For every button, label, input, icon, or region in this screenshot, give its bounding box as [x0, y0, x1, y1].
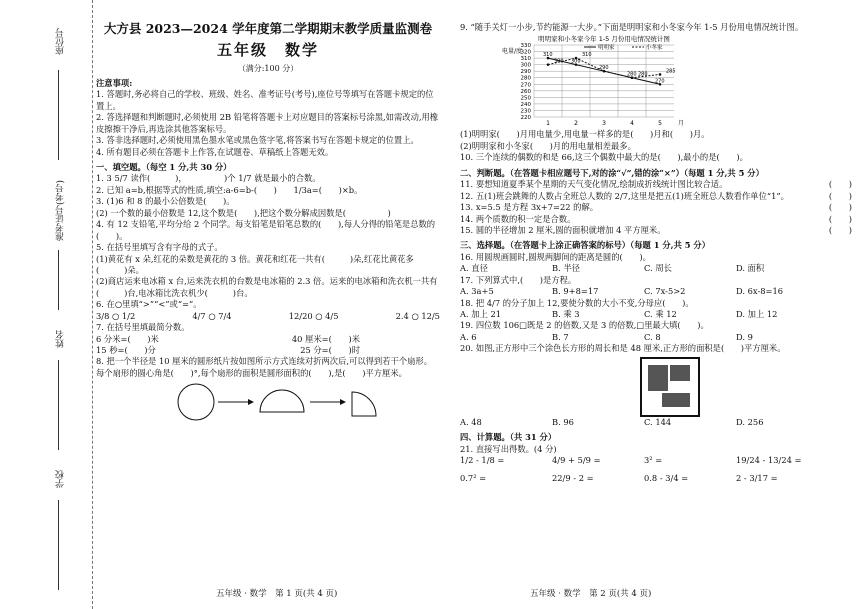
question-8: 8. 把一个半径是 10 厘米的圆形纸片按如图所示方式连续对折两次后,可以得到若干个扇形。每个扇形的圆心角是( )°,每个扇形的面积是圆形面积的( ),是( )平方厘米。 [96, 356, 433, 378]
option: C. 8 [644, 331, 661, 342]
y-tick-label: 300 [520, 63, 531, 70]
page-2 [460, 0, 852, 609]
data-label: 285 [666, 68, 676, 75]
y-tick-label: 330 [520, 43, 531, 50]
electricity-line-chart [500, 33, 720, 129]
option: B. 96 [552, 416, 574, 427]
school-blank [58, 500, 59, 590]
data-label: 310 [543, 52, 553, 59]
data-label: 280 [638, 72, 648, 79]
x-axis-label: 月 [678, 120, 685, 128]
calc-item: 2 - 3/17 = [736, 472, 778, 483]
calc-item: 4/9 + 5/9 = [552, 455, 601, 466]
page-footer: 五年级 · 数学 第 1 页(共 4 页) [216, 589, 338, 600]
question-11-text: 11. 要想知道夏季某个星期的天气变化情况,绘制成折线统计图比较合适。 [460, 179, 728, 190]
x-tick-label: 2 [574, 120, 578, 128]
option: A. 6 [460, 331, 477, 342]
answer-paren: ( ) [828, 190, 852, 201]
unit-item: 15 秒=( )分 [96, 345, 156, 356]
question-15-text: 15. 圆的半径增加 2 厘米,圆的面积就增加 4 平方厘米。 [460, 224, 666, 235]
options-16 [460, 263, 852, 274]
option: B. 9+8=17 [552, 286, 599, 297]
question-20: 20. 如图,正方形中三个涂色长方形的周长和是 48 厘米,正方形的面积是( )平方厘米。 [460, 343, 786, 354]
question-21: 21. 直接写出得数。(4 分) [460, 443, 557, 454]
shaded-rectangle [648, 365, 668, 391]
unit-item: 40 厘米=( )米 [291, 333, 360, 344]
question-9: 9. “随手关灯一小步,节约能源一大步。”下面是明明家和小冬家今年 1-5 月份用电情况统计图。 [460, 22, 804, 32]
options-20 [460, 417, 852, 428]
y-tick-label: 240 [520, 102, 531, 109]
question-13 [460, 202, 852, 213]
seat-blank [58, 70, 59, 160]
question-16: 16. 用圆规画圆时,圆规两脚间的距离是圆的( )。 [460, 251, 651, 262]
data-label: 270 [655, 78, 665, 85]
shaded-rectangle [662, 393, 690, 407]
compare-item: 4/7 ○ 7/4 [192, 310, 232, 321]
page-1 [96, 0, 440, 609]
x-tick-label: 1 [546, 120, 550, 128]
exam-subtitle: 五年级 数学 [216, 41, 319, 60]
question-3b: (2) 一个数的最小倍数是 12,这个数是( ),把这个数分解成因数是( ) [96, 207, 391, 218]
question-15 [460, 225, 852, 236]
name-field-label: 姓名 [56, 330, 66, 348]
options-19 [460, 332, 852, 343]
option: A. 直径 [460, 263, 488, 274]
option: C. 7x-5>2 [644, 286, 686, 297]
data-point [547, 64, 550, 67]
question-19: 19. 四位数 106□既是 2 的倍数,又是 3 的倍数,□里最大填( )。 [460, 320, 709, 331]
option: D. 加上 12 [736, 309, 778, 319]
note-item: 4. 所有题目必须在答题卡上作答,在试题卷、草稿纸上答题无效。 [96, 146, 334, 157]
option: B. 7 [552, 331, 569, 342]
section-fill-blank: 一、填空题。（每空 1 分,共 30 分） [96, 162, 232, 173]
data-point [659, 74, 662, 77]
question-18: 18. 把 4/7 的分子加上 12,要使分数的大小不变,分母应( )。 [460, 297, 694, 308]
option: D. 面积 [736, 263, 765, 274]
calc-row [460, 473, 852, 484]
data-label: 280 [627, 72, 637, 79]
name-blank [58, 360, 59, 450]
question-11 [460, 179, 852, 190]
question-9b: (2)明明家和小冬家( )月的用电量相差最多。 [460, 140, 636, 151]
option: C. 周长 [644, 263, 672, 274]
options-18 [460, 309, 852, 320]
question-6: 6. 在○里填“>”“<”或“=”。 [96, 299, 202, 310]
exam-no-field-label: 准考证号(考号) [56, 180, 66, 242]
y-tick-label: 280 [520, 76, 531, 83]
folding-figure [156, 382, 440, 422]
section-choice: 三、选择题。（在答题卡上涂正确答案的标号）（每题 1 分,共 5 分） [460, 240, 711, 251]
calc-item: 3² = [644, 455, 663, 466]
x-tick-label: 3 [602, 120, 606, 128]
option: A. 48 [460, 416, 482, 427]
calc-item: 0.7² = [460, 472, 487, 483]
question-5: 5. 在括号里填写含有字母的式子。 [96, 242, 223, 253]
question-10: 10. 三个连续的偶数的和是 66,这三个偶数中最大的是( ),最小的是( )。 [460, 152, 748, 163]
answer-paren: ( ) [828, 179, 852, 190]
legend-label: 明明家 [598, 45, 615, 52]
note-item: 3. 答非选择题时,必须使用黑色墨水笔或黑色签字笔,将答案书写在答题卡规定的位置上。 [96, 135, 419, 146]
question-14-text: 14. 两个质数的积一定是合数。 [460, 213, 576, 224]
y-tick-label: 260 [520, 89, 531, 96]
question-12 [460, 191, 852, 202]
option: B. 半径 [552, 263, 580, 274]
unit-row [96, 345, 440, 356]
unit-item: 25 分=( )时 [300, 345, 360, 356]
question-5a: (1)黄花有 x 朵,红花的朵数是黄花的 3 倍。黄花和红花一共有( )朵,红花比黄花多( )朵。 [96, 253, 414, 275]
question-1: 1. 3 5/7 读作( )， )个 1/7 就是最小的合数。 [96, 173, 321, 184]
compare-row [96, 311, 440, 322]
x-tick-label: 4 [630, 120, 634, 128]
y-axis-label: 电量/度 [502, 48, 523, 56]
answer-paren: ( ) [828, 213, 852, 224]
y-tick-label: 220 [520, 115, 531, 122]
data-label: 310 [582, 52, 592, 59]
seat-field-label: 座位号 [56, 28, 66, 55]
square-figure [640, 357, 700, 417]
calc-item: 1/2 - 1/8 = [460, 455, 505, 466]
notes-heading: 注意事项: [96, 77, 133, 88]
x-tick-label: 5 [658, 120, 662, 128]
question-4: 4. 有 12 支铅笔,平均分给 2 个同学。每支铅笔是铅笔总数的( ),每人分得的铅笔是总数的( )。 [96, 219, 436, 241]
binding-strip [0, 0, 93, 609]
data-label: 300 [571, 59, 581, 66]
option: D. 256 [736, 416, 764, 427]
section-judge: 二、判断题。（在答题卡相应题号下,对的涂“√”,错的涂“×”）（每题 1 分,共 5 分） [460, 167, 764, 178]
question-9a: (1)明明家( )月用电量少,用电量一样多的是( )月和( )月。 [460, 129, 710, 140]
option: C. 144 [644, 416, 672, 427]
y-tick-label: 230 [520, 108, 531, 115]
question-2: 2. 已知 a=b,根据等式的性质,填空:a-6=b-( ) 1/3a=( )×b。 [96, 184, 363, 195]
question-14 [460, 214, 852, 225]
y-tick-label: 320 [520, 49, 531, 56]
answer-paren: ( ) [828, 202, 852, 213]
page-footer: 五年级 · 数学 第 2 页(共 4 页) [530, 589, 652, 600]
option: D. 9 [736, 331, 753, 342]
calc-row [460, 455, 852, 466]
calc-item: 0.8 - 3/4 = [644, 472, 689, 483]
y-tick-label: 250 [520, 95, 531, 102]
compare-item: 3/8 ○ 1/2 [96, 310, 136, 321]
unit-item: 6 分米=( )米 [96, 333, 159, 344]
full-score: （满分:100 分） [237, 63, 299, 73]
options-17 [460, 286, 852, 297]
question-5b: (2)商店运来电冰箱 x 台,运来洗衣机的台数是电冰箱的 2.3 倍。运来的电冰箱和洗衣机一共有( )台,电冰箱比洗衣机少( )台。 [96, 276, 438, 298]
data-label: 290 [599, 65, 609, 72]
data-label: 300 [554, 59, 564, 66]
question-17: 17. 下列算式中,( )是方程。 [460, 274, 577, 285]
exam-no-blank [58, 250, 59, 310]
question-7: 7. 在括号里填最简分数。 [96, 322, 190, 333]
shaded-rectangle [670, 365, 690, 381]
y-tick-label: 310 [520, 56, 531, 63]
option: A. 加上 21 [460, 309, 502, 319]
note-item: 2. 答选择题和判断题时,必须使用 2B 铅笔将答题卡上对应题目的答案标号涂黑,如需改动,用橡皮擦擦干净后,再选涂其他答案标号。 [96, 112, 439, 134]
option: A. 3a+5 [460, 286, 494, 297]
section-calc: 四、计算题。（共 31 分） [460, 432, 557, 443]
question-12-text: 12. 五(1)班会跳舞的人数占全班总人数的 2/7,这里是把五(1)班全班总人数看作单位“1”。 [460, 190, 789, 201]
option: C. 乘 12 [644, 309, 677, 319]
note-item: 1. 答题时,务必将自己的学校、班级、姓名、准考证号(考号),座位号等填写在答题卡规定的位置上。 [96, 89, 434, 111]
chart-svg [500, 33, 720, 129]
unit-row [96, 334, 440, 345]
circle-fold-diagram [156, 382, 406, 422]
compare-item: 2.4 ○ 12/5 [395, 310, 440, 321]
chart-title: 明明家和小冬家今年 1-5 月份用电情况统计图 [538, 35, 670, 44]
y-tick-label: 270 [520, 82, 531, 89]
option: B. 乘 3 [552, 309, 580, 319]
question-13-text: 13. x=5.5 是方程 3x+7=22 的解。 [460, 202, 599, 213]
school-field-label: 学校 [56, 470, 66, 488]
answer-paren: ( ) [828, 224, 852, 235]
option: D. 6x-8=16 [736, 286, 784, 297]
calc-item: 22/9 - 2 = [552, 472, 594, 483]
calc-item: 19/24 - 13/24 = [736, 455, 802, 466]
compare-item: 12/20 ○ 4/5 [288, 310, 339, 321]
y-tick-label: 290 [520, 69, 531, 76]
exam-title: 大方县 2023—2024 学年度第二学期期末教学质量监测卷 [103, 21, 433, 36]
question-3: 3. (1)6 和 8 的最小公倍数是( )。 [96, 196, 235, 207]
legend-label: 小冬家 [646, 45, 663, 52]
